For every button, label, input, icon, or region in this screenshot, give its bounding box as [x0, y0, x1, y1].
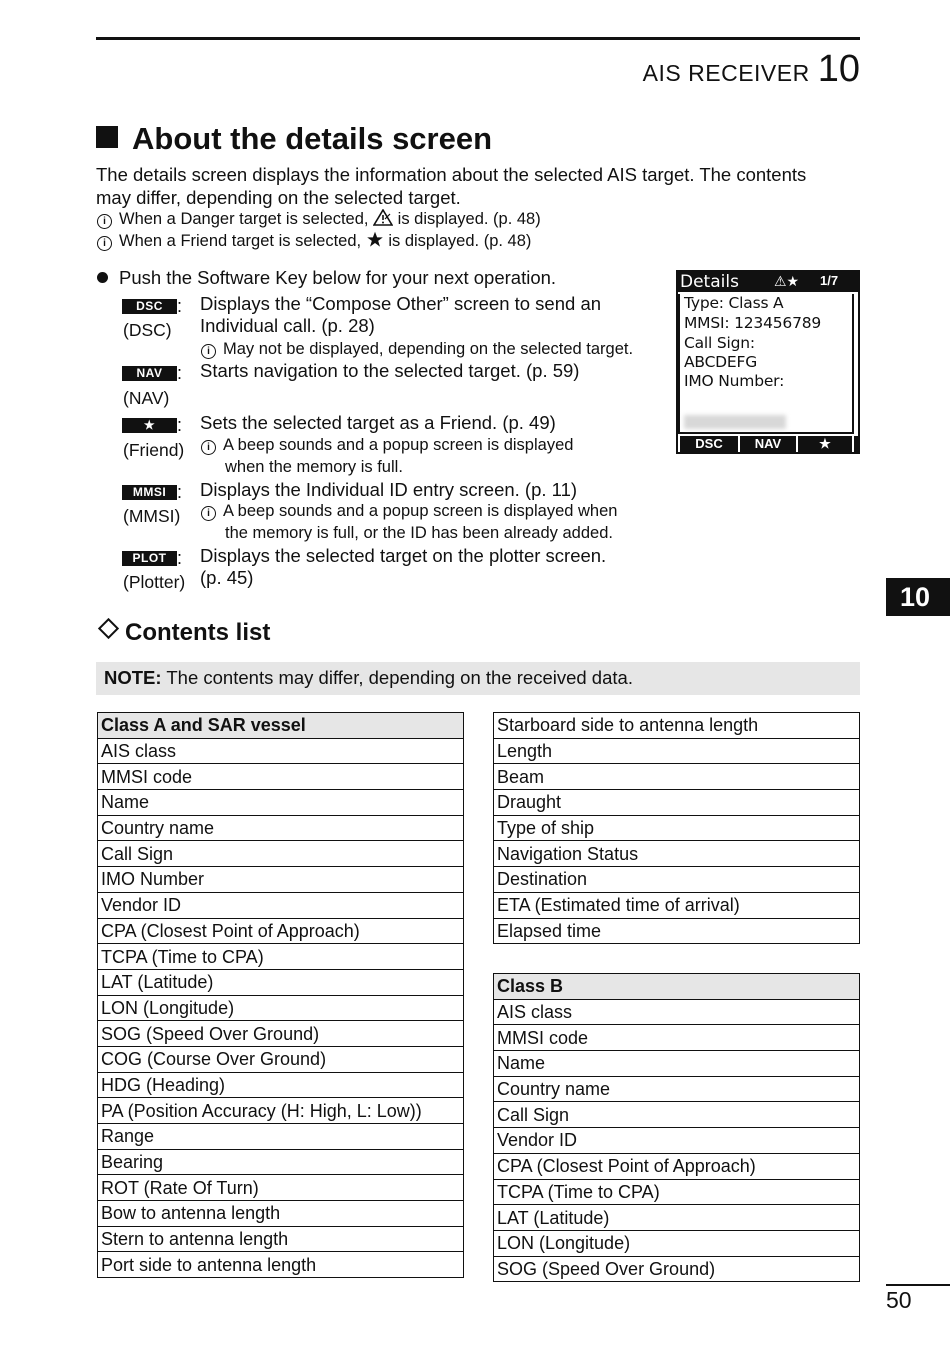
- table-cell: LON (Longitude): [494, 1230, 860, 1256]
- table-row: [494, 738, 860, 764]
- class-a-table: [97, 712, 464, 1278]
- mmsi-key-icon: MMSI: [122, 485, 177, 500]
- note-label: NOTE:: [104, 667, 162, 688]
- danger-note: [97, 208, 541, 230]
- lcd-dsc-key: DSC: [680, 436, 738, 452]
- friend-key-icon: ★: [122, 418, 177, 433]
- friend-key-label: (Friend): [123, 440, 185, 460]
- danger-note-before: When a Danger target is selected,: [119, 210, 369, 228]
- table-row: [98, 892, 464, 918]
- table-cell: Vendor ID: [494, 1128, 860, 1154]
- dsc-description: [200, 293, 601, 337]
- table-row: [494, 999, 860, 1025]
- details-screen-image: [676, 270, 860, 454]
- table-row: [98, 1098, 464, 1124]
- bullet-icon: [97, 272, 108, 283]
- note-box: [96, 662, 860, 695]
- table-row: [98, 969, 464, 995]
- lcd-danger-star-icon: ⚠★: [774, 273, 800, 289]
- colon: :: [177, 415, 183, 435]
- class-b-table: [493, 973, 860, 1282]
- table-row: [494, 918, 860, 944]
- lcd-line: IMO Number:: [684, 372, 785, 390]
- plot-key-icon: PLOT: [122, 551, 177, 566]
- table-header-row: [98, 713, 464, 739]
- plot-desc-line-1: Displays the selected target on the plotter screen.: [200, 545, 607, 566]
- info-icon: i: [201, 344, 216, 359]
- info-icon: i: [201, 440, 216, 455]
- table-cell: Call Sign: [494, 1102, 860, 1128]
- table-cell: TCPA (Time to CPA): [98, 944, 464, 970]
- table-cell: CPA (Closest Point of Approach): [98, 918, 464, 944]
- lcd-title: Details: [680, 272, 739, 292]
- lcd-title-bar: [678, 272, 858, 292]
- table-cell: Bearing: [98, 1149, 464, 1175]
- dsc-note: [201, 339, 633, 361]
- info-icon: i: [201, 506, 216, 521]
- chapter-tab: 10: [886, 578, 950, 616]
- diamond-icon: [98, 618, 119, 639]
- table-cell: TCPA (Time to CPA): [494, 1179, 860, 1205]
- table-cell: CPA (Closest Point of Approach): [494, 1153, 860, 1179]
- friend-note-before: When a Friend target is selected,: [119, 232, 362, 250]
- table-cell: Length: [494, 738, 860, 764]
- table-cell: ETA (Estimated time of arrival): [494, 892, 860, 918]
- table-row: [494, 892, 860, 918]
- table-cell: Name: [98, 790, 464, 816]
- lcd-line: ABCDEFG: [684, 353, 758, 371]
- table-row: [494, 867, 860, 893]
- nav-key-icon: NAV: [122, 366, 177, 381]
- table-header-cell: Class B: [494, 974, 860, 1000]
- table-cell: Stern to antenna length: [98, 1226, 464, 1252]
- table-cell: Call Sign: [98, 841, 464, 867]
- star-icon: [366, 231, 384, 248]
- table-row: [98, 738, 464, 764]
- lcd-line: Call Sign:: [684, 334, 755, 352]
- table-row: [98, 944, 464, 970]
- intro-line-1: The details screen displays the information about the selected AIS target. The contents: [96, 164, 807, 185]
- friend-note-after: is displayed. (p. 48): [388, 232, 532, 250]
- table-cell: COG (Course Over Ground): [98, 1046, 464, 1072]
- table-cell: Name: [494, 1051, 860, 1077]
- table-row: [98, 1021, 464, 1047]
- section-title: [96, 121, 492, 157]
- header-rule: [96, 37, 860, 40]
- lcd-softkeys: [678, 436, 858, 452]
- table-cell: MMSI code: [98, 764, 464, 790]
- table-cell: IMO Number: [98, 867, 464, 893]
- page-number: 50: [886, 1287, 912, 1313]
- table-cell: Destination: [494, 867, 860, 893]
- lcd-line: Type: Class A: [684, 294, 784, 312]
- note-text: [104, 667, 633, 689]
- dsc-note-text: May not be displayed, depending on the selected target.: [223, 340, 634, 358]
- table-row: [494, 1153, 860, 1179]
- footer-rule: [886, 1284, 950, 1286]
- table-row: [98, 764, 464, 790]
- table-row: [494, 1230, 860, 1256]
- info-icon: i: [97, 214, 112, 229]
- intro-line-2: may differ, depending on the selected target.: [96, 187, 461, 208]
- dsc-desc-line-2: Individual call. (p. 28): [200, 315, 375, 336]
- table-cell: Starboard side to antenna length: [494, 713, 860, 739]
- table-row: [494, 713, 860, 739]
- table-cell: Port side to antenna length: [98, 1252, 464, 1278]
- table-row: [494, 1128, 860, 1154]
- colon: :: [177, 296, 183, 316]
- table-row: [494, 1102, 860, 1128]
- friend-note-line-1: A beep sounds and a popup screen is displayed: [223, 436, 574, 454]
- table-cell: PA (Position Accuracy (H: High, L: Low)): [98, 1098, 464, 1124]
- table-row: [494, 1179, 860, 1205]
- nav-description: Starts navigation to the selected target. (p. 59): [200, 360, 580, 381]
- table-row: [494, 764, 860, 790]
- mmsi-note-detail: [201, 501, 617, 544]
- contents-title-text: Contents list: [125, 619, 271, 646]
- info-icon: i: [97, 236, 112, 251]
- table-cell: Bow to antenna length: [98, 1201, 464, 1227]
- square-bullet-icon: [96, 126, 118, 148]
- table-row: [494, 815, 860, 841]
- table-cell: Vendor ID: [98, 892, 464, 918]
- table-cell: LAT (Latitude): [98, 969, 464, 995]
- plot-key-label: (Plotter): [123, 572, 186, 592]
- table-cell: LAT (Latitude): [494, 1205, 860, 1231]
- table-row: [494, 841, 860, 867]
- table-cell: Navigation Status: [494, 841, 860, 867]
- table-cell: MMSI code: [494, 1025, 860, 1051]
- table-row: [98, 1149, 464, 1175]
- lcd-blurred-text: [684, 415, 786, 429]
- mmsi-description: Displays the Individual ID entry screen. (p. 11): [200, 479, 578, 500]
- mmsi-note-line-2: the memory is full, or the ID has been already added.: [225, 523, 613, 542]
- table-cell: SOG (Speed Over Ground): [494, 1256, 860, 1282]
- table-row: [98, 995, 464, 1021]
- lcd-more-arrow-icon: [854, 436, 858, 452]
- danger-note-after: is displayed. (p. 48): [397, 210, 541, 228]
- intro-paragraph: [96, 163, 806, 209]
- danger-icon: [373, 209, 393, 226]
- operations-intro: [97, 266, 556, 289]
- chapter-title: AIS RECEIVER: [642, 60, 810, 86]
- class-a-continued-table: [493, 712, 860, 944]
- table-cell: HDG (Heading): [98, 1072, 464, 1098]
- table-cell: Beam: [494, 764, 860, 790]
- table-row: [98, 867, 464, 893]
- mmsi-key-label: (MMSI): [123, 506, 181, 526]
- table-row: [98, 1046, 464, 1072]
- contents-title: [97, 619, 270, 647]
- table-cell: AIS class: [98, 738, 464, 764]
- chapter-number: 10: [817, 48, 860, 90]
- dsc-key-icon: DSC: [122, 299, 177, 314]
- table-cell: LON (Longitude): [98, 995, 464, 1021]
- table-row: [494, 1205, 860, 1231]
- table-row: [98, 815, 464, 841]
- plot-description: [200, 545, 606, 589]
- table-cell: Draught: [494, 790, 860, 816]
- table-row: [98, 1072, 464, 1098]
- operations-intro-text: Push the Software Key below for your next operation.: [119, 267, 557, 288]
- dsc-desc-line-1: Displays the “Compose Other” screen to send an: [200, 293, 602, 314]
- table-cell: SOG (Speed Over Ground): [98, 1021, 464, 1047]
- table-header-row: [494, 974, 860, 1000]
- table-cell: Country name: [494, 1076, 860, 1102]
- table-row: [494, 1076, 860, 1102]
- friend-note-detail: [201, 435, 573, 478]
- lcd-star-key: ★: [798, 436, 852, 452]
- table-header-cell: Class A and SAR vessel: [98, 713, 464, 739]
- table-row: [98, 1201, 464, 1227]
- dsc-key-label: (DSC): [123, 320, 172, 340]
- table-row: [98, 790, 464, 816]
- table-cell: Country name: [98, 815, 464, 841]
- mmsi-note-line-1: A beep sounds and a popup screen is displayed when: [223, 502, 618, 520]
- colon: :: [177, 482, 183, 502]
- table-row: [494, 1025, 860, 1051]
- friend-description: Sets the selected target as a Friend. (p. 49): [200, 412, 556, 433]
- lcd-body: [678, 294, 854, 434]
- table-row: [98, 1124, 464, 1150]
- section-title-text: About the details screen: [132, 121, 493, 156]
- lcd-nav-key: NAV: [740, 436, 796, 452]
- table-row: [98, 1226, 464, 1252]
- lcd-line: MMSI: 123456789: [684, 314, 822, 332]
- table-cell: Range: [98, 1124, 464, 1150]
- chapter-header: [643, 48, 860, 91]
- friend-note: [97, 230, 531, 252]
- table-cell: AIS class: [494, 999, 860, 1025]
- table-row: [494, 1051, 860, 1077]
- table-row: [98, 1252, 464, 1278]
- table-cell: Type of ship: [494, 815, 860, 841]
- table-cell: Elapsed time: [494, 918, 860, 944]
- table-row: [494, 1256, 860, 1282]
- table-row: [98, 918, 464, 944]
- table-cell: ROT (Rate Of Turn): [98, 1175, 464, 1201]
- table-row: [98, 1175, 464, 1201]
- lcd-page-indicator: 1/7: [820, 273, 839, 288]
- colon: :: [177, 363, 183, 383]
- plot-desc-line-2: (p. 45): [200, 567, 254, 588]
- note-body: The contents may differ, depending on the received data.: [166, 667, 633, 688]
- colon: :: [177, 548, 183, 568]
- table-row: [494, 790, 860, 816]
- table-row: [98, 841, 464, 867]
- friend-note-line-2: when the memory is full.: [225, 457, 403, 476]
- nav-key-label: (NAV): [123, 388, 170, 408]
